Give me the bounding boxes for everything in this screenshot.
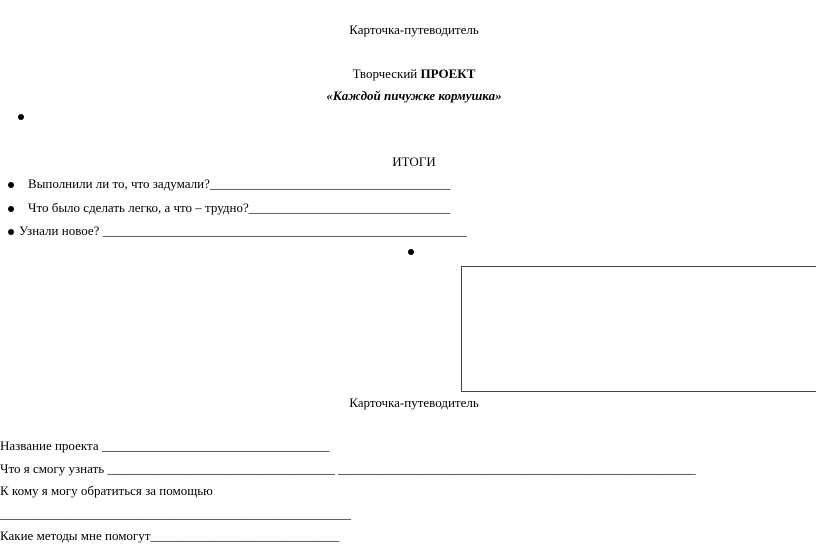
methods-line: Какие методы мне помогут_____________________________ [0,528,339,543]
learn-line: Что я смогу узнать ___________________________________ _______________________________________________________ [0,461,696,476]
project-prefix: Творческий [352,66,421,81]
project-word: ПРОЕКТ [420,66,476,81]
project-line [0,66,816,82]
image-frame [461,266,816,392]
question-learned: Узнали новое? ________________________________________________________ [19,223,467,238]
bullet-dot [408,249,414,255]
bullet-dot [18,114,24,120]
project-name-line: Название проекта ___________________________________ [0,438,330,453]
bullet-dot [8,182,14,188]
blank-line: ______________________________________________________ [0,506,351,521]
card2-title: Карточка-путеводитель [349,395,479,410]
question-done: Выполнили ли то, что задумали?_____________________________________ [28,176,451,191]
card1-title: Карточка-путеводитель [349,22,479,37]
results-heading: ИТОГИ [392,154,436,169]
bullet-dot [8,229,14,235]
project-name: «Каждой пичужке кормушка» [326,88,502,103]
help-line: К кому я могу обратиться за помощью [0,483,213,498]
question-easy-hard: Что было сделать легко, а что – трудно?_______________________________ [28,200,451,215]
bullet-dot [8,206,14,212]
